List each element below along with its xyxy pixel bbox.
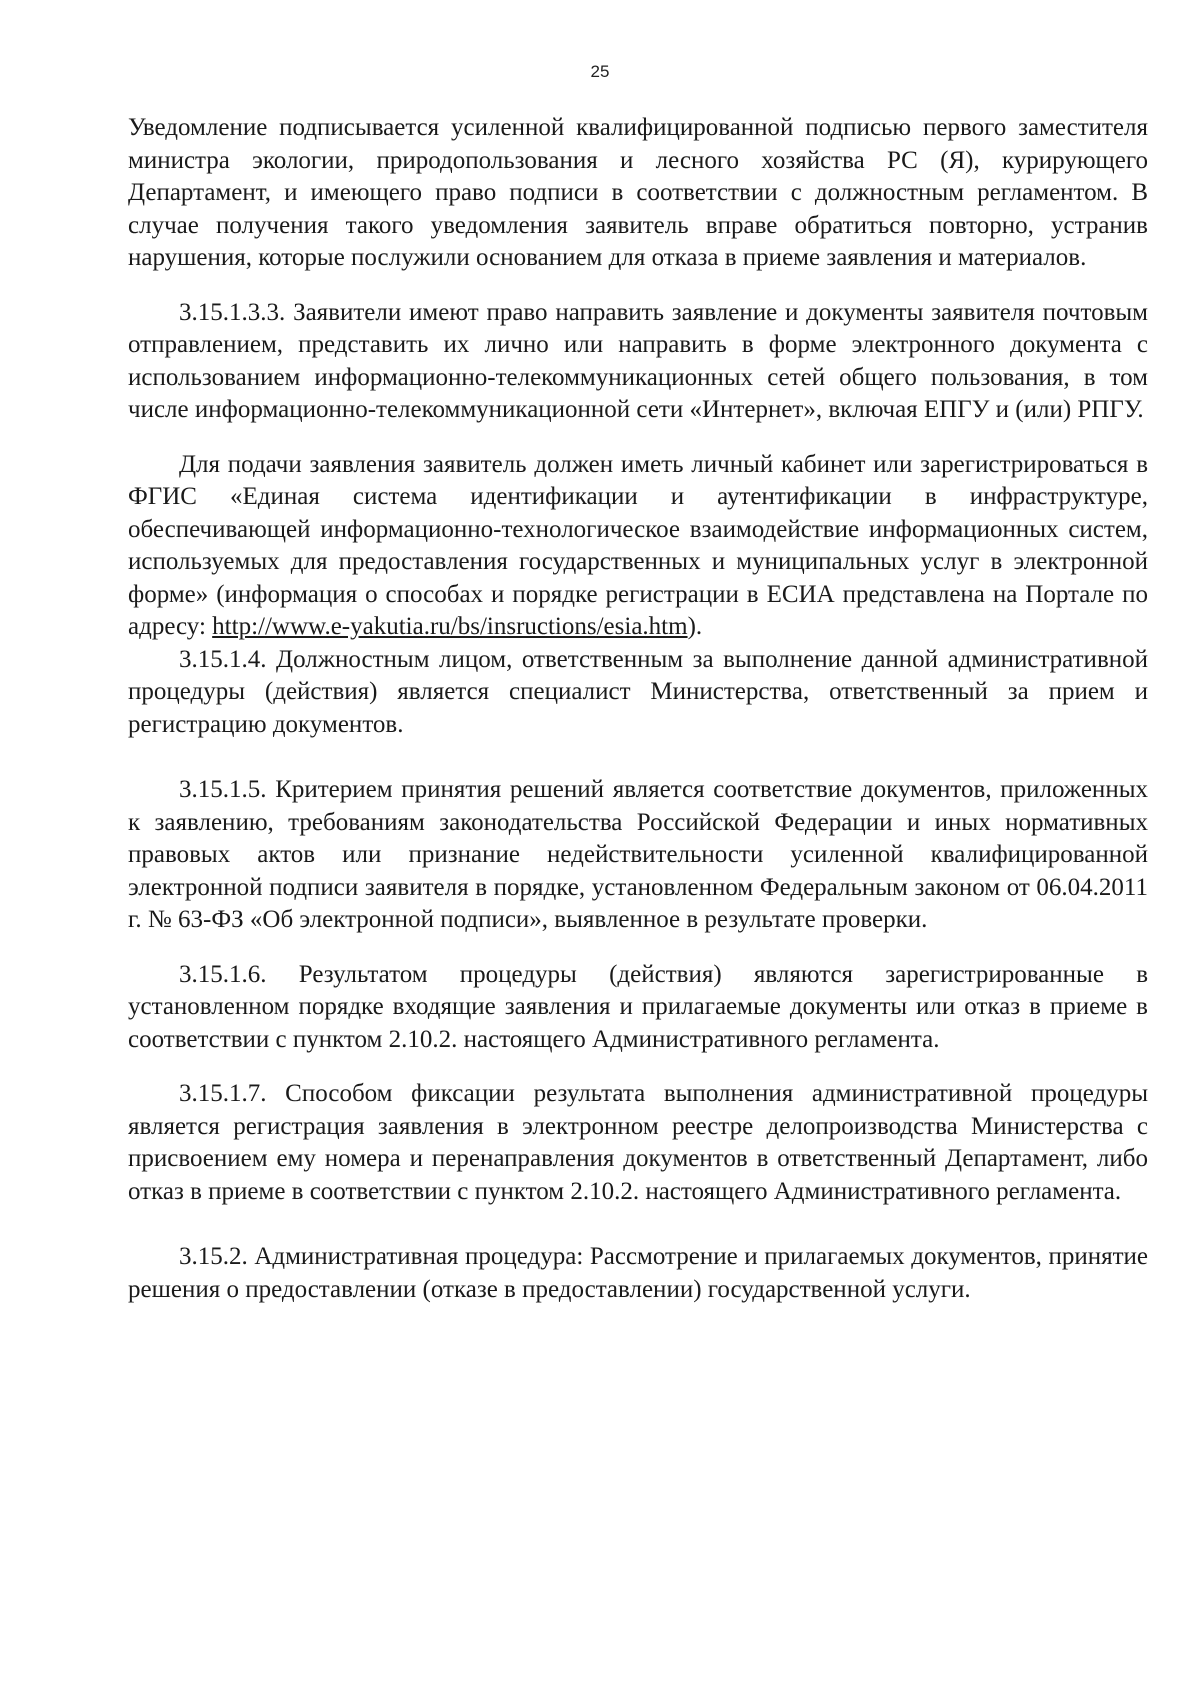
- paragraph-3-15-2: 3.15.2. Административная процедура: Рассмотрение и прилагаемых документов, принятие решения о предоставлении (отказе в предоставлении) государственной услуги.: [128, 1243, 1148, 1303]
- paragraph-3-15-1-3-3: 3.15.1.3.3. Заявители имеют право направить заявление и документы заявителя почтовым отправлением, представить их лично или направить в форме электронного документа с использованием информационно-телекоммуникационных сетей общего пользования, в том числе информационно-телекоммуникационной сети «Интернет», включая ЕПГУ и (или) РПГУ.: [128, 298, 1148, 423]
- esia-registration-text: Для подачи заявления заявитель должен иметь личный кабинет или зарегистрироваться в ФГИС «Единая система идентификации и аутентификации в инфраструктуре, обеспечивающей информационно-технологическое взаимодействие информационных систем, используемых для предоставления государственных и муниципальных услуг в электронной форме» (информация о способах и порядке регистрации в ЕСИА представлена на Портале по адресу:: [128, 450, 1148, 640]
- page-number: 25: [590, 62, 610, 81]
- esia-registration-tail: ).: [687, 613, 703, 640]
- esia-instructions-link[interactable]: http://www.e-yakutia.ru/bs/insructions/esia.htm: [212, 613, 688, 640]
- paragraph-esia-registration: [128, 449, 1148, 644]
- document-body: [128, 112, 1148, 1306]
- paragraph-3-15-1-7: 3.15.1.7. Способом фиксации результата выполнения административной процедуры является регистрация заявления в электронном реестре делопроизводства Министерства с присвоением ему номера и перенаправления документов в ответственный Департамент, либо отказ в приеме в соответствии с пунктом 2.10.2. настоящего Административного регламента.: [128, 1080, 1148, 1205]
- paragraph-3-15-1-6: 3.15.1.6. Результатом процедуры (действия) являются зарегистрированные в установленном порядке входящие заявления и прилагаемые документы или отказ в приеме в соответствии с пунктом 2.10.2. настоящего Административного регламента.: [128, 960, 1148, 1053]
- paragraph-3-15-1-4: 3.15.1.4. Должностным лицом, ответственным за выполнение данной административной процедуры (действия) является специалист Министерства, ответственный за прием и регистрацию документов.: [128, 645, 1148, 738]
- paragraph-notification-signature: Уведомление подписывается усиленной квалифицированной подписью первого заместителя министра экологии, природопользования и лесного хозяйства РС (Я), курирующего Департамент, и имеющего право подписи в соответствии с должностным регламентом. В случае получения такого уведомления заявитель вправе обратиться повторно, устранив нарушения, которые послужили основанием для отказа в приеме заявления и материалов.: [128, 114, 1148, 271]
- paragraph-3-15-1-5: 3.15.1.5. Критерием принятия решений является соответствие документов, приложенных к заявлению, требованиям законодательства Российской Федерации и иных нормативных правовых актов или признание недействительности усиленной квалифицированной электронной подписи заявителя в порядке, установленном Федеральным законом от 06.04.2011 г. № 63-ФЗ «Об электронной подписи», выявленное в результате проверки.: [128, 776, 1148, 933]
